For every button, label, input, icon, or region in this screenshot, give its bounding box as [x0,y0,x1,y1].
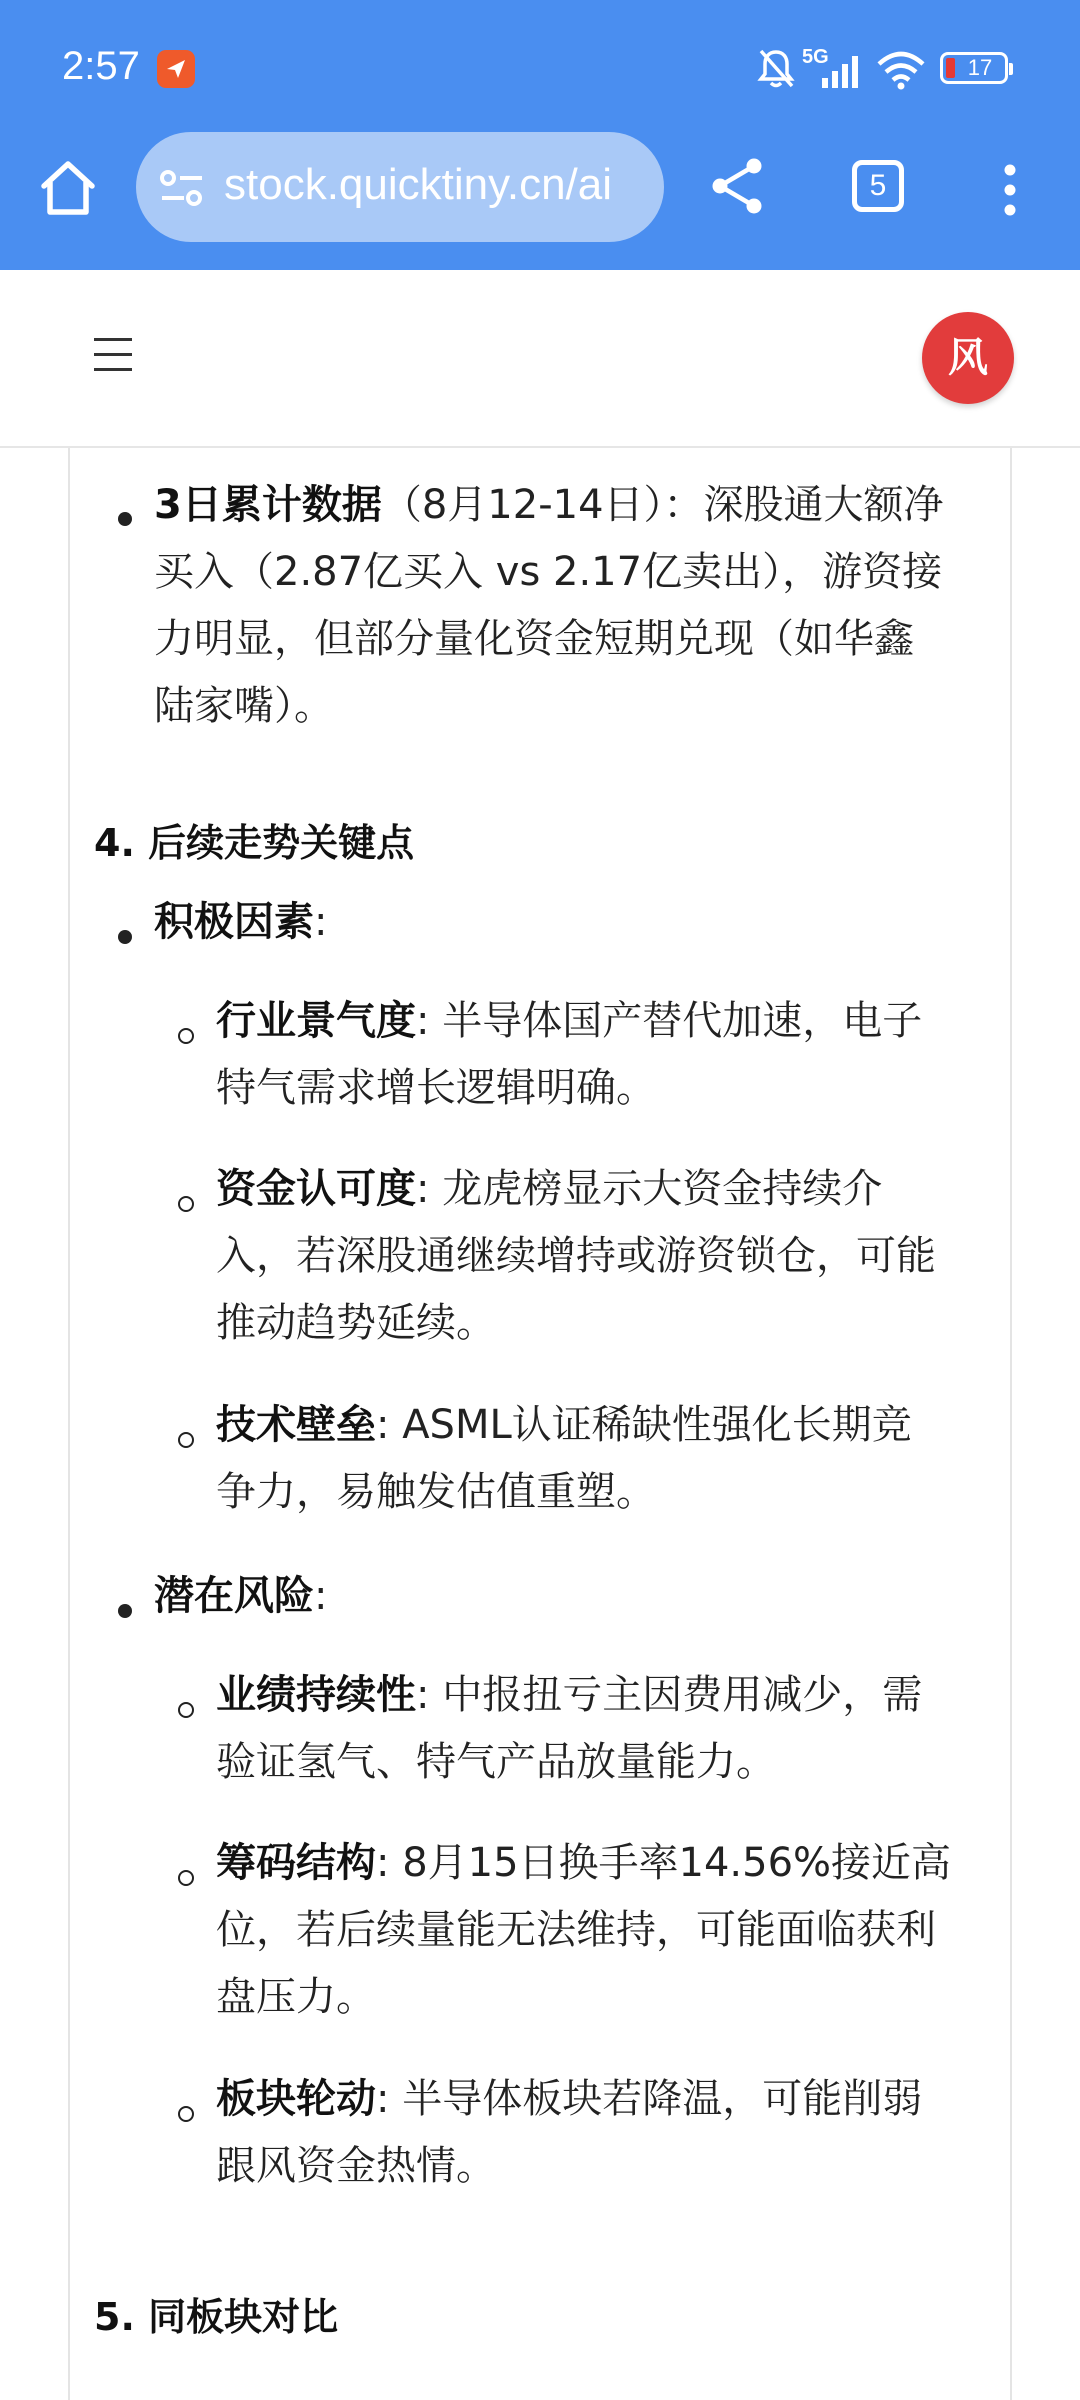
sub-item-text: : 半导体板块若降温，可能削弱 [376,2076,923,2122]
section-heading: 4. 后续走势关键点 [94,821,415,865]
list-item-label: 潜在风险 [154,1573,314,1619]
signal-icon [820,54,864,88]
sub-bullet-icon [178,1028,194,1044]
sub-item-text: : 中报扭亏主因费用减少，需 [416,1672,923,1718]
tab-switcher-button[interactable]: 5 [852,160,904,212]
menu-hamburger-icon[interactable] [94,338,132,374]
sub-item-text: : 龙虎榜显示大资金持续介 [416,1166,883,1212]
sub-list-item [216,1156,936,1357]
sub-item-text: : ASML认证稀缺性强化长期竞 [376,1402,912,1448]
article-card [68,448,1012,2400]
sub-bullet-icon [178,1432,194,1448]
section-heading: 5. 同板块对比 [94,2295,339,2339]
sub-item-text: 争力，易触发估值重塑。 [216,1469,656,1515]
battery-level: 17 [967,55,993,80]
sub-item-label: 板块轮动 [216,2076,376,2122]
sub-item-text: 推动趋势延续。 [216,1300,496,1346]
network-type: 5G [802,46,829,68]
sub-item-text: : 8月15日换手率14.56%接近高 [376,1840,952,1886]
list-item-risk [154,1563,327,1630]
share-icon[interactable] [706,154,770,218]
sub-item-label: 技术壁垒 [216,1402,376,1448]
bullet-icon [118,930,132,944]
list-item-text: : [314,899,328,945]
sub-item-text: 盘压力。 [216,1974,376,2020]
notification-app-icon [157,50,195,88]
url-text[interactable]: stock.quicktiny.cn/ai [224,160,613,209]
sub-bullet-icon [178,1196,194,1212]
sub-item-text: 位，若后续量能无法维持，可能面临获利 [216,1907,936,1953]
sub-item-label: 业绩持续性 [216,1672,416,1718]
home-icon[interactable] [36,156,100,220]
sub-list-item [216,1392,912,1526]
sub-item-label: 行业景气度 [216,998,416,1044]
site-header [0,270,1080,448]
sub-bullet-icon [178,1870,194,1886]
list-item-text: 力明显，但部分量化资金短期兑现（如华鑫 [154,616,914,662]
address-bar[interactable] [136,132,664,242]
sub-item-label: 筹码结构 [216,1840,376,1886]
browser-toolbar [0,130,1080,250]
list-item-text: : [314,1573,328,1619]
sub-item-text: 验证氢气、特气产品放量能力。 [216,1739,776,1785]
sub-item-text: : 半导体国产替代加速，电子 [416,998,923,1044]
list-item-3day-data [154,472,994,740]
browser-chrome [0,0,1080,270]
sub-item-text: 入，若深股通继续增持或游资锁仓，可能 [216,1233,936,1279]
bullet-icon [118,512,132,526]
sub-bullet-icon [178,1702,194,1718]
list-item-positive [154,889,327,956]
list-item-text: （8月12-14日）：深股通大额净 [381,482,944,528]
wifi-icon [876,50,926,90]
list-item-label: 积极因素 [154,899,314,945]
sub-list-item [216,988,922,1122]
sub-list-item [216,2066,922,2200]
sub-item-label: 资金认可度 [216,1166,416,1212]
user-avatar[interactable]: 风 [922,312,1014,404]
sub-item-text: 特气需求增长逻辑明确。 [216,1065,656,1111]
mute-bell-icon [756,46,796,90]
list-item-text: 陆家嘴）。 [154,683,334,729]
list-item-text: 买入（2.87亿买入 vs 2.17亿卖出），游资接 [154,549,943,595]
battery-icon [940,52,1008,84]
bullet-icon [118,1604,132,1618]
list-item-label: 3日累计数据 [154,482,382,528]
status-bar [0,0,1080,120]
sub-item-text: 跟风资金热情。 [216,2143,496,2189]
sub-bullet-icon [178,2106,194,2122]
sub-list-item [216,1830,951,2031]
more-menu-icon[interactable] [990,160,1030,220]
sub-list-item [216,1662,922,1796]
site-settings-icon[interactable] [158,168,208,208]
status-time: 2:57 [62,44,140,88]
